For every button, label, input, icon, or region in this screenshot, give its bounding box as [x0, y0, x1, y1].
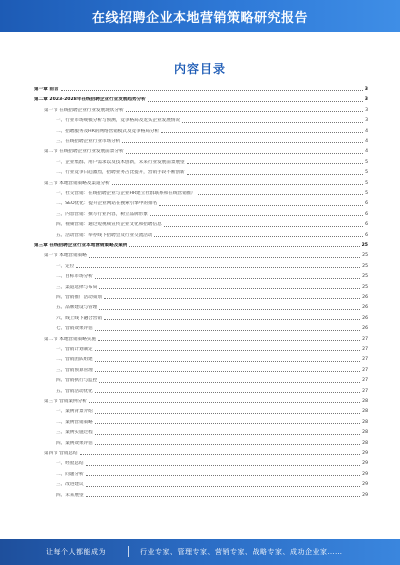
toc-entry-title: 四、营销推广活动策划 — [56, 295, 102, 300]
toc-entry-title: 二、行业竞争日趋激烈，招聘业务占比提升，营销手段不断创新 — [56, 170, 185, 176]
toc-leader-dots — [86, 465, 361, 466]
toc-entry-page: 26 — [362, 315, 368, 321]
toc-entry-page: 28 — [362, 440, 368, 446]
toc-entry-page: 4 — [365, 128, 368, 134]
toc-entry-title: 一、案例背景介绍 — [56, 409, 93, 415]
toc-entry-title: 三、案例实施过程 — [56, 430, 93, 436]
footer-slogan: 让每个人都能成为 — [46, 548, 106, 556]
toc-entry-page: 25 — [362, 284, 368, 290]
toc-entry[interactable] — [34, 219, 368, 228]
toc-leader-dots — [187, 174, 363, 175]
toc-entry-page: 26 — [362, 295, 368, 300]
toc-leader-dots — [95, 350, 360, 351]
toc-entry-title: 三、在线招聘企业行业市场分析 — [56, 139, 121, 144]
toc-entry-page: 5 — [365, 170, 368, 176]
toc-entry-page: 3 — [364, 87, 368, 92]
toc-leader-dots — [89, 402, 360, 403]
toc-entry[interactable] — [34, 157, 368, 166]
toc-entry-title: 六、线上线下融合营销 — [56, 315, 102, 321]
toc-leader-dots — [164, 226, 363, 227]
toc-entry-title: 第二章 2023-2028年在线招聘企业行业发展趋势分析 — [34, 97, 146, 103]
toc-entry[interactable] — [34, 365, 368, 374]
toc-leader-dots — [86, 475, 361, 476]
toc-entry-title: 四、案例效果评估 — [56, 440, 93, 446]
toc-entry[interactable] — [34, 323, 368, 332]
toc-entry-page: 28 — [362, 419, 368, 425]
toc-entry-title: 五、营销活动优化 — [56, 388, 93, 394]
toc-entry[interactable] — [34, 188, 368, 197]
toc-leader-dots — [126, 153, 364, 154]
toc-entry-title: 第一章 前言 — [34, 87, 59, 92]
toc-entry[interactable] — [34, 417, 368, 426]
toc-entry-page: 28 — [362, 409, 368, 415]
toc-entry-title: 第二节 在线招聘企业行业发展前景分析 — [44, 149, 124, 155]
toc-entry-page: 6 — [365, 211, 368, 217]
toc-entry-title: 第四节 营销总结 — [44, 451, 78, 456]
toc-entry[interactable] — [34, 178, 368, 187]
report-title: 在线招聘企业本地营销策略研究报告 — [91, 11, 308, 26]
toc-leader-dots — [95, 361, 360, 362]
toc-entry-page: 5 — [365, 180, 368, 186]
toc-entry-title: 七、营销效果评估 — [56, 326, 93, 332]
toc-entry-page: 27 — [362, 336, 368, 342]
toc-leader-dots — [95, 392, 360, 393]
toc-entry-title: 三、渠道选择与布局 — [56, 284, 98, 290]
toc-entry-page: 6 — [365, 232, 368, 238]
toc-leader-dots — [99, 288, 360, 289]
toc-entry-page: 3 — [365, 118, 368, 124]
toc-leader-dots — [95, 434, 360, 435]
toc-entry-page: 6 — [365, 201, 368, 207]
toc-leader-dots — [86, 496, 361, 497]
toc-leader-dots — [89, 257, 360, 258]
toc-leader-dots — [99, 309, 360, 310]
footer-divider — [128, 546, 129, 557]
toc-leader-dots — [98, 340, 360, 341]
toc-entry[interactable] — [34, 126, 368, 135]
table-of-contents — [34, 84, 368, 504]
toc-entry[interactable] — [34, 240, 368, 249]
toc-entry-title: 第三节 营销案例分析 — [44, 399, 87, 404]
toc-entry[interactable] — [34, 167, 368, 176]
toc-entry-title: 第一节 本地营销策略 — [44, 253, 87, 259]
toc-entry-page: 28 — [362, 430, 368, 436]
toc-leader-dots — [95, 423, 360, 424]
toc-entry-page: 29 — [362, 471, 368, 477]
toc-entry-page: 27 — [362, 347, 368, 352]
toc-leader-dots — [61, 90, 363, 91]
toc-leader-dots — [99, 382, 360, 383]
toc-leader-dots — [76, 267, 360, 268]
toc-leader-dots — [187, 163, 363, 164]
toc-entry-page: 28 — [362, 399, 368, 404]
toc-entry-page: 25 — [362, 274, 368, 280]
toc-leader-dots — [112, 184, 363, 185]
toc-leader-dots — [150, 215, 363, 216]
toc-leader-dots — [182, 122, 363, 123]
toc-leader-dots — [161, 132, 363, 133]
toc-entry[interactable] — [34, 375, 368, 384]
toc-entry-title: 第一节 在线招聘企业行业发展现状分析 — [44, 107, 124, 113]
toc-entry[interactable] — [34, 282, 368, 291]
toc-entry-title: 四、视频营销：通过短视频宣传企业文化和招聘信息 — [56, 222, 162, 228]
toc-leader-dots — [198, 194, 363, 195]
toc-entry-title: 一、定位 — [56, 263, 75, 269]
toc-entry-title: 一、经验总结 — [56, 461, 84, 467]
toc-entry-title: 第二节 本地营销策略实施 — [44, 336, 96, 342]
toc-entry-title: 一、营销计划制定 — [56, 347, 93, 352]
toc-entry-page: 25 — [362, 263, 368, 269]
report-header-bar — [0, 0, 400, 32]
toc-entry[interactable] — [34, 230, 368, 239]
toc-leader-dots — [80, 454, 361, 455]
toc-entry-title: 二、目标市场分析 — [56, 274, 93, 280]
toc-entry-page: 26 — [362, 326, 368, 332]
toc-entry-title: 四、营销执行与监控 — [56, 378, 98, 384]
footer-bar — [0, 539, 400, 565]
toc-entry[interactable] — [34, 396, 368, 405]
toc-entry-title: 一、社交营销：在线招聘企业与企业HR建立社群联系和在线营销推广 — [56, 191, 196, 196]
toc-entry[interactable] — [34, 479, 368, 488]
toc-entry-title: 二、问题分析 — [56, 471, 84, 477]
toc-leader-dots — [95, 371, 360, 372]
toc-entry[interactable] — [34, 250, 368, 259]
toc-leader-dots — [129, 246, 359, 247]
toc-entry[interactable] — [34, 302, 368, 311]
toc-leader-dots — [104, 298, 360, 299]
toc-entry-title: 第三节 本地营销策略及渠道分析 — [44, 180, 110, 186]
toc-entry[interactable] — [34, 292, 368, 301]
toc-entry[interactable] — [34, 115, 368, 124]
toc-entry-page: 3 — [364, 97, 368, 103]
toc-entry-page: 29 — [362, 461, 368, 467]
toc-entry-page: 27 — [362, 378, 368, 384]
toc-entry-page: 3 — [365, 107, 368, 113]
toc-entry[interactable] — [34, 94, 368, 103]
toc-entry-page: 29 — [362, 492, 368, 498]
toc-entry-title: 五、品牌建设与管理 — [56, 305, 98, 311]
toc-leader-dots — [154, 236, 363, 237]
toc-leader-dots — [159, 205, 363, 206]
toc-entry-title: 四、未来展望 — [56, 492, 84, 498]
toc-entry-page: 29 — [362, 482, 368, 488]
toc-entry-page: 4 — [365, 149, 368, 155]
toc-leader-dots — [148, 101, 363, 102]
toc-entry-title: 一、行业市场规模分析与预测，竞争格局及龙头企业发展情况 — [56, 118, 181, 124]
toc-entry-title: 三、营销预算管理 — [56, 367, 93, 373]
toc-entry-title: 二、招聘服务及HR的网络营销模式及竞争格局分析 — [56, 128, 160, 134]
toc-entry-title: 三、改进建议 — [56, 482, 84, 488]
toc-entry[interactable] — [34, 198, 368, 207]
toc-entry[interactable] — [34, 469, 368, 478]
toc-entry-title: 二、案例营销策略 — [56, 419, 93, 425]
toc-entry[interactable] — [34, 490, 368, 499]
toc-leader-dots — [95, 278, 360, 279]
toc-entry-page: 4 — [365, 139, 368, 144]
toc-entry[interactable] — [34, 271, 368, 280]
toc-entry[interactable] — [34, 448, 368, 457]
toc-entry-page: 29 — [362, 451, 368, 456]
toc-leader-dots — [122, 142, 363, 143]
toc-entry-title: 二、营销团队组建 — [56, 357, 93, 363]
toc-leader-dots — [86, 486, 361, 487]
toc-entry-page: 27 — [362, 367, 368, 373]
toc-entry[interactable] — [34, 136, 368, 145]
toc-entry[interactable] — [34, 406, 368, 415]
toc-entry[interactable] — [34, 313, 368, 322]
toc-entry[interactable] — [34, 438, 368, 447]
toc-leader-dots — [95, 444, 360, 445]
toc-entry-page: 27 — [362, 357, 368, 363]
toc-entry-page: 26 — [362, 305, 368, 311]
toc-entry-page: 6 — [365, 222, 368, 228]
toc-entry[interactable] — [34, 427, 368, 436]
toc-leader-dots — [95, 413, 360, 414]
toc-entry-title: 二、SEO优化：提升企业网站在搜索引擎中的排名 — [56, 201, 158, 207]
toc-entry-page: 5 — [365, 159, 368, 165]
toc-entry[interactable] — [34, 458, 368, 467]
toc-entry[interactable] — [34, 146, 368, 155]
toc-entry[interactable] — [34, 334, 368, 343]
toc-entry-title: 一、企业集群、用户需求以及技术创新，未来行业发展前景展望 — [56, 159, 185, 165]
toc-entry[interactable] — [34, 354, 368, 363]
toc-entry[interactable] — [34, 261, 368, 270]
toc-leader-dots — [126, 111, 364, 112]
toc-entry[interactable] — [34, 344, 368, 353]
toc-entry[interactable] — [34, 105, 368, 114]
toc-entry-page: 5 — [365, 191, 368, 196]
toc-entry[interactable] — [34, 84, 368, 93]
toc-entry-title: 第三章 在线招聘企业行业本地营销策略及案例 — [34, 243, 128, 248]
toc-leader-dots — [104, 319, 360, 320]
toc-entry-page: 27 — [362, 388, 368, 394]
toc-entry[interactable] — [34, 386, 368, 395]
toc-entry-page: 25 — [362, 253, 368, 259]
toc-entry-page: 25 — [361, 243, 368, 248]
toc-heading: 内容目录 — [173, 62, 226, 76]
toc-entry-title: 三、内容营销：撰写行业内容，树立品牌形象 — [56, 211, 148, 217]
toc-entry[interactable] — [34, 209, 368, 218]
toc-entry-title: 五、活动营销：举办线下招聘会及行业交流活动 — [56, 232, 153, 238]
toc-leader-dots — [95, 330, 360, 331]
footer-roles: 行业专家、管理专家、营销专家、战略专家、成功企业家…… — [140, 548, 343, 556]
